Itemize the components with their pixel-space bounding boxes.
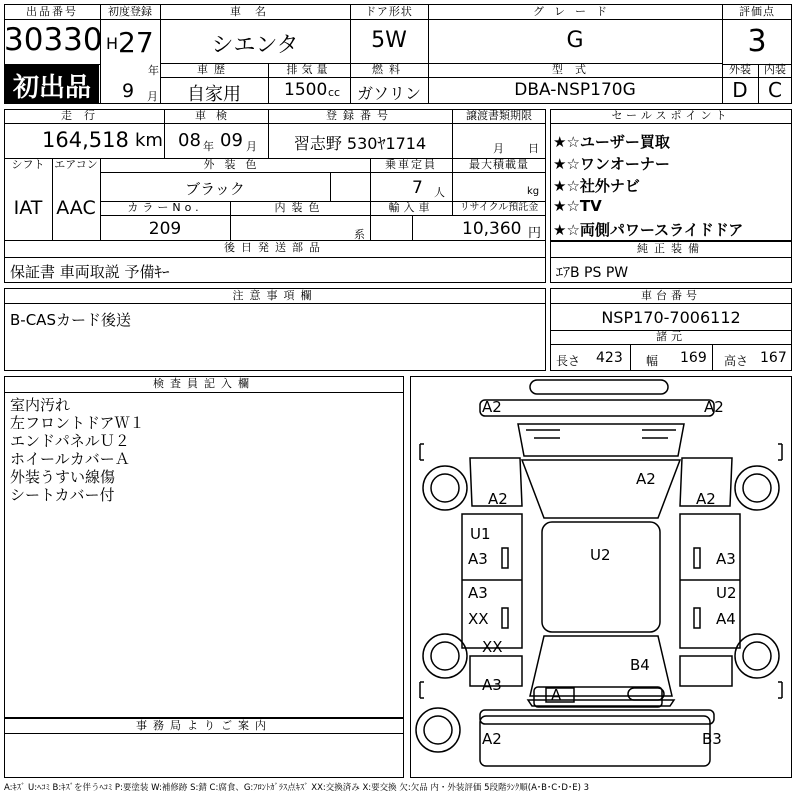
mark-front-right: A2 bbox=[704, 398, 724, 416]
width-value: 169 bbox=[680, 350, 707, 366]
standard-equip-header: 純正装備 bbox=[637, 242, 705, 255]
mark-left-rear-door-xx: XX bbox=[468, 610, 489, 628]
door-type: 5W bbox=[371, 28, 407, 53]
inspection-year-unit: 年 bbox=[203, 140, 214, 153]
ext-color-header: 外装色 bbox=[203, 158, 267, 171]
grade-header: グレード bbox=[533, 5, 617, 18]
mark-left-quarter-a: A3 bbox=[482, 676, 502, 694]
max-load-header: 最大積載量 bbox=[469, 158, 529, 171]
transfer-day-unit: 日 bbox=[528, 142, 539, 155]
legend: A:ｷｽﾞ U:ﾍｺﾐ B:ｷｽﾞを伴うﾍｺﾐ P:要塗装 W:補修跡 S:錆 C:腐食、G:ﾌﾛﾝﾄｶﾞﾗｽ点ｷｽﾞ XX:交換済み X:要交換 欠:欠品 内・外装評価 5段階ﾗﾝｸ順(A･B･C･D･E) 3 bbox=[4, 783, 590, 793]
mark-left-fender: A2 bbox=[488, 490, 508, 508]
model-code-header: 型式 bbox=[552, 63, 598, 76]
transfer-month-unit: 月 bbox=[493, 142, 504, 155]
inspector-header: 検査員記入欄 bbox=[153, 377, 255, 390]
sale-point-4: ★☆TV bbox=[553, 197, 602, 215]
mark-rear-bumper-right: B3 bbox=[702, 730, 722, 748]
inspector-line-4: ホイールカバーＡ bbox=[10, 450, 130, 468]
plate-header: 登録番号 bbox=[326, 109, 394, 122]
mark-left-front-door-u: U1 bbox=[470, 525, 491, 543]
interior-header: 内装 bbox=[764, 63, 786, 76]
mark-roof: U2 bbox=[590, 546, 611, 564]
lot-number-header: 出品番号 bbox=[26, 5, 78, 18]
inspection-year: 08 bbox=[178, 130, 201, 151]
capacity-header: 乗車定員 bbox=[385, 158, 437, 171]
first-reg-month-unit: 月 bbox=[147, 90, 158, 103]
mileage-unit: km bbox=[135, 130, 163, 151]
chassis-header: 車台番号 bbox=[641, 289, 701, 302]
lot-number: 30330 bbox=[4, 22, 103, 58]
exterior-header: 外装 bbox=[729, 63, 751, 76]
inspector-line-6: シートカバー付 bbox=[10, 486, 115, 504]
capacity: 7 bbox=[412, 178, 423, 198]
first-reg-header: 初度登録 bbox=[108, 5, 152, 18]
recycle-fee: 10,360 bbox=[462, 219, 522, 239]
mark-hood: A2 bbox=[636, 470, 656, 488]
notes-text: B-CASカード後送 bbox=[10, 311, 131, 329]
notes-header: 注意事項欄 bbox=[232, 289, 318, 302]
inspection-month: 09 bbox=[220, 130, 243, 151]
first-reg-year: 27 bbox=[118, 26, 154, 59]
displacement-unit: cc bbox=[328, 86, 341, 99]
mark-right-rear-door-a: A4 bbox=[716, 610, 736, 628]
length-value: 423 bbox=[596, 350, 623, 366]
inspection-header: 車検 bbox=[195, 109, 237, 122]
length-label: 長さ bbox=[556, 354, 581, 368]
model-code: DBA-NSP170G bbox=[514, 80, 636, 100]
ext-color: ブラック bbox=[185, 180, 245, 198]
first-reg-year-unit: 年 bbox=[148, 64, 159, 77]
history: 自家用 bbox=[187, 84, 241, 105]
max-load-unit: kg bbox=[527, 186, 540, 197]
rating: 3 bbox=[747, 24, 767, 59]
fuel: ガソリン bbox=[356, 84, 421, 103]
mark-left-quarter-xx: XX bbox=[482, 638, 503, 656]
mark-left-front-door-a: A3 bbox=[468, 550, 488, 568]
inspection-month-unit: 月 bbox=[246, 140, 257, 153]
car-name-header: 車名 bbox=[230, 5, 280, 18]
mark-right-rear-door-u: U2 bbox=[716, 584, 737, 602]
recycle-header: リサイクル預託金 bbox=[459, 202, 539, 213]
mileage-header: 走行 bbox=[61, 109, 107, 122]
sale-point-2: ★☆ワンオーナー bbox=[553, 155, 670, 173]
door-type-header: ドア形状 bbox=[365, 5, 413, 18]
color-no-header: カラーNo. bbox=[127, 201, 203, 214]
first-listing-label: 初出品 bbox=[12, 73, 91, 103]
sale-points-header: セールスポイント bbox=[611, 109, 731, 122]
height-label: 高さ bbox=[724, 354, 749, 368]
office-header: 事務局よりご案内 bbox=[136, 719, 272, 732]
mark-front-left: A2 bbox=[482, 398, 502, 416]
first-reg-era: H bbox=[106, 34, 119, 53]
plate-number: 習志野 530ﾔ1714 bbox=[293, 134, 427, 153]
mark-right-fender: A2 bbox=[696, 490, 716, 508]
mark-rear-bumper-left: A2 bbox=[482, 730, 502, 748]
shift-header: シフト bbox=[11, 158, 45, 171]
displacement: 1500 bbox=[284, 80, 328, 100]
sale-point-1: ★☆ユーザー買取 bbox=[553, 133, 670, 151]
grade: G bbox=[566, 28, 584, 53]
inspector-notes bbox=[10, 396, 145, 504]
sale-point-3: ★☆社外ナビ bbox=[553, 177, 640, 195]
inspector-line-3: エンドパネルＵ２ bbox=[10, 432, 130, 450]
mark-left-rear-door-a: A3 bbox=[468, 584, 488, 602]
inspector-line-1: 室内汚れ bbox=[10, 396, 71, 414]
rating-header: 評価点 bbox=[739, 5, 775, 18]
dims-header: 諸元 bbox=[656, 330, 686, 343]
mileage: 164,518 bbox=[42, 128, 129, 152]
standard-equip: ｴｱB PS PW bbox=[556, 265, 629, 281]
recycle-unit: 円 bbox=[528, 226, 542, 241]
capacity-unit: 人 bbox=[434, 186, 445, 199]
exterior-grade: D bbox=[732, 78, 748, 102]
aircon: AAC bbox=[56, 197, 96, 219]
later-parts: 保証書 車両取説 予備ｷｰ bbox=[10, 263, 170, 281]
later-parts-header: 後日発送部品 bbox=[224, 241, 326, 254]
first-reg-month: 9 bbox=[122, 80, 135, 102]
mark-rear-deck: A bbox=[551, 686, 562, 704]
width-label: 幅 bbox=[646, 354, 659, 368]
height-value: 167 bbox=[760, 350, 787, 366]
car-diagram-svg bbox=[410, 376, 792, 778]
int-color-unit: 系 bbox=[354, 228, 365, 241]
int-color-header: 内装色 bbox=[274, 201, 326, 214]
inspector-line-5: 外装うすい線傷 bbox=[10, 468, 116, 486]
color-no: 209 bbox=[148, 219, 182, 239]
history-header: 車歴 bbox=[197, 63, 231, 76]
interior-grade: C bbox=[768, 78, 782, 102]
car-name: シエンタ bbox=[211, 33, 299, 58]
shift: IAT bbox=[13, 197, 43, 219]
inspector-line-2: 左フロントドアＷ１ bbox=[10, 414, 145, 432]
sale-point-5: ★☆両側パワースライドドア bbox=[553, 221, 744, 239]
displacement-header: 排気量 bbox=[286, 63, 332, 76]
mark-rear-glass: B4 bbox=[630, 656, 650, 674]
fuel-header: 燃料 bbox=[372, 63, 406, 76]
chassis-number: NSP170-7006112 bbox=[601, 308, 741, 327]
mark-right-front-door: A3 bbox=[716, 550, 736, 568]
transfer-doc-header: 譲渡書類期限 bbox=[466, 109, 532, 122]
import-header: 輸入車 bbox=[388, 201, 434, 214]
aircon-header: エアコン bbox=[54, 158, 98, 171]
